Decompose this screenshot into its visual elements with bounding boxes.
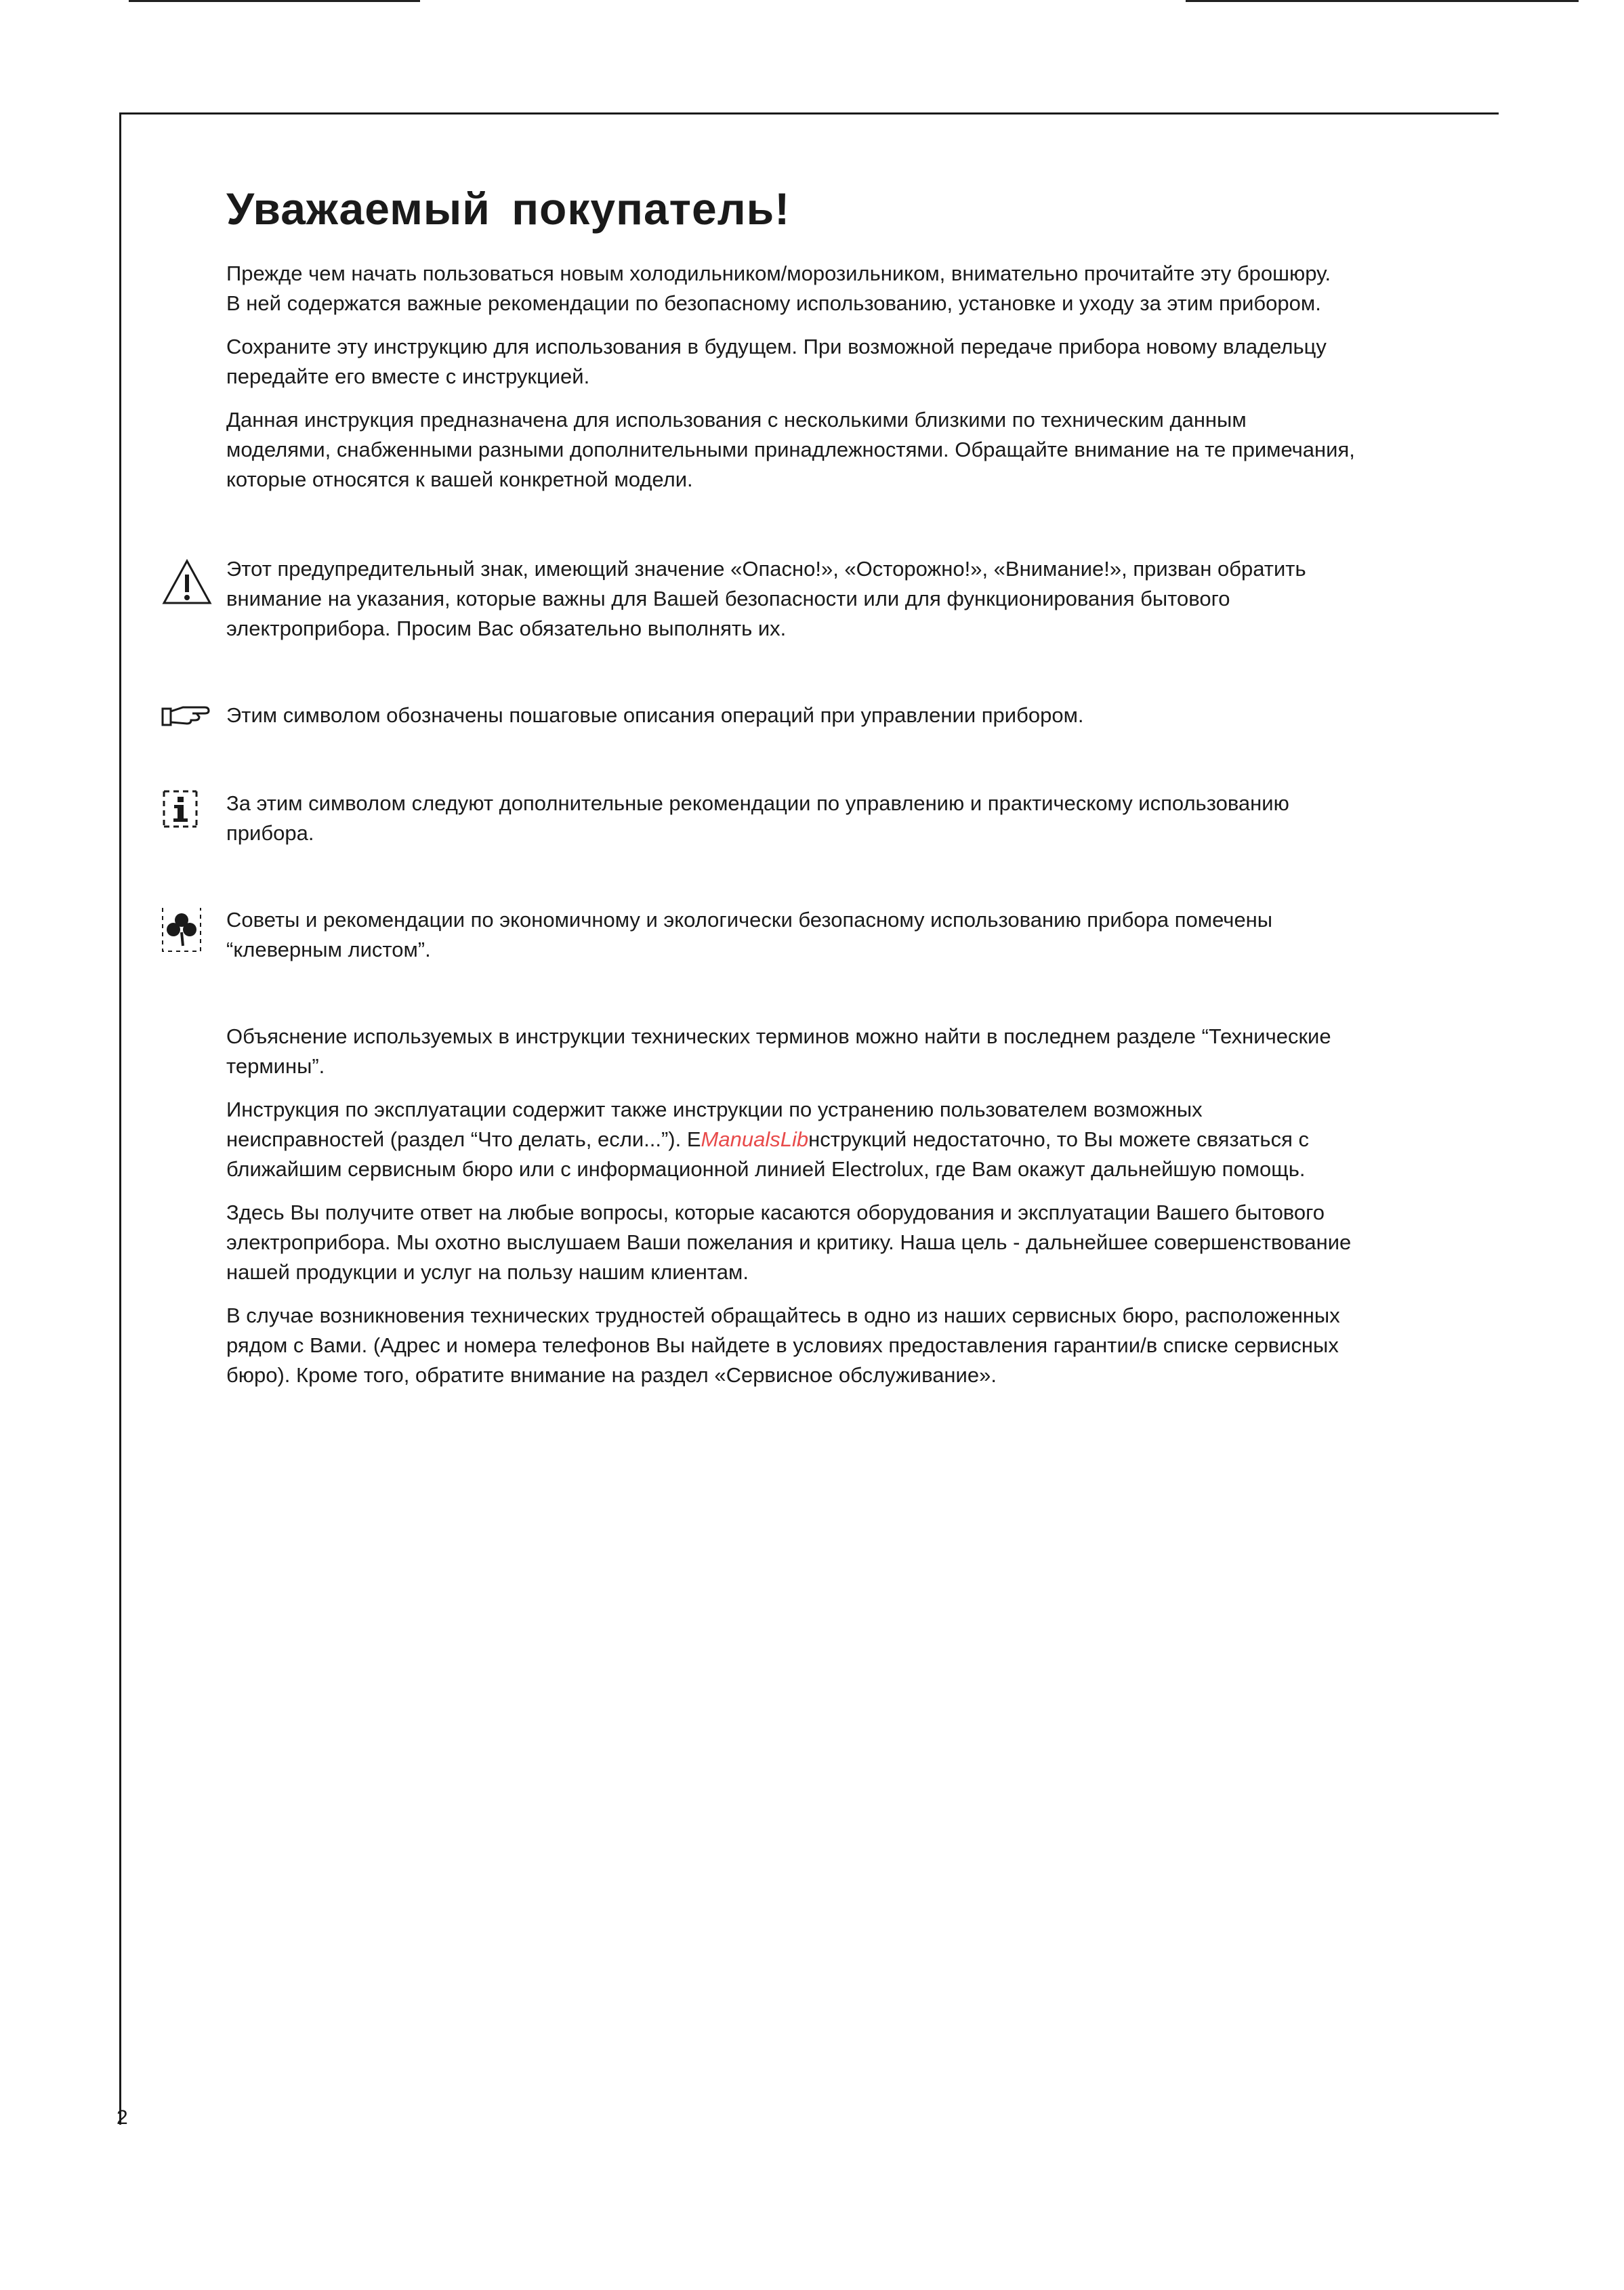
text-line: рядом с Вами. (Адрес и номера телефонов Вы найдете в условиях предоставления гарантии/в списке сервисных <box>226 1333 1339 1357</box>
text-line: бюро). Кроме того, обратите внимание на раздел «Сервисное обслуживание». <box>226 1363 997 1387</box>
intro-paragraph-3 <box>226 405 1500 495</box>
eco-description <box>226 905 1500 965</box>
outro-paragraph-4 <box>226 1301 1500 1390</box>
info-icon <box>160 787 214 831</box>
text-line-part: нструкций недостаточно, то Вы можете связаться с <box>808 1127 1309 1151</box>
watermark-text: ManualsLib <box>701 1127 809 1151</box>
text-line: Этот предупредительный знак, имеющий значение «Опасно!», «Осторожно!», «Внимание!», призван обратить <box>226 557 1306 581</box>
outro-paragraph-2 <box>226 1095 1500 1184</box>
steps-description <box>226 701 1500 730</box>
warning-triangle-icon <box>160 557 214 608</box>
text-line: В случае возникновения технических трудностей обращайтесь в одно из наших сервисных бюро, расположенных <box>226 1304 1340 1327</box>
clover-leaf-icon <box>160 905 214 954</box>
intro-paragraph-2 <box>226 332 1500 392</box>
text-line: термины”. <box>226 1054 325 1078</box>
text-line: Данная инструкция предназначена для использования с несколькими близкими по техническим данным <box>226 408 1247 432</box>
text-line: За этим символом следуют дополнительные рекомендации по управлению и практическому использованию <box>226 791 1289 815</box>
outro-paragraph-3 <box>226 1198 1500 1287</box>
text-line: Этим символом обозначены пошаговые описания операций при управлении прибором. <box>226 703 1084 727</box>
text-line: электроприбора. Мы охотно выслушаем Ваши пожелания и критику. Наша цель - дальнейшее совершенствование <box>226 1230 1352 1254</box>
text-line: которые относятся к вашей конкретной модели. <box>226 467 693 491</box>
scan-edge-line <box>1186 0 1579 2</box>
text-line: моделями, снабженными разными дополнительными принадлежностями. Обращайте внимание на те примечания, <box>226 438 1355 461</box>
text-line: Прежде чем начать пользоваться новым холодильником/морозильником, внимательно прочитайте эту брошюру. <box>226 262 1331 285</box>
info-description <box>226 789 1500 848</box>
text-line: “клеверным листом”. <box>226 938 431 961</box>
pointing-hand-icon <box>160 702 214 729</box>
text-line: Объяснение используемых в инструкции технических терминов можно найти в последнем разделе “Технические <box>226 1024 1331 1048</box>
page-frame-top <box>119 112 1499 114</box>
scan-edge-line <box>129 0 420 2</box>
text-line: Здесь Вы получите ответ на любые вопросы, которые касаются оборудования и эксплуатации Вашего бытового <box>226 1201 1325 1224</box>
text-line-part: неисправностей (раздел “Что делать, если...”). Е <box>226 1127 701 1151</box>
outro-paragraph-1 <box>226 1022 1500 1081</box>
text-line: электроприбора. Просим Вас обязательно выполнять их. <box>226 617 787 640</box>
page-number: 2 <box>117 2106 128 2129</box>
text-line: Инструкция по эксплуатации содержит также инструкции по устранению пользователем возможных <box>226 1098 1203 1121</box>
text-line: Сохраните эту инструкцию для использования в будущем. При возможной передаче прибора новому владельцу <box>226 335 1327 358</box>
text-line: В ней содержатся важные рекомендации по безопасному использованию, установке и уходу за этим прибором. <box>226 291 1321 315</box>
text-line: нашей продукции и услуг на пользу нашим клиентам. <box>226 1260 749 1284</box>
text-line: внимание на указания, которые важны для Вашей безопасности или для функционирования бытового <box>226 587 1230 610</box>
text-line: прибора. <box>226 821 314 845</box>
text-line: передайте его вместе с инструкцией. <box>226 365 590 388</box>
page-frame-left <box>119 112 121 2125</box>
intro-paragraph-1 <box>226 259 1500 318</box>
warning-description <box>226 554 1500 644</box>
text-line: ближайшим сервисным бюро или с информационной линией Electrolux, где Вам окажут дальнейшую помощь. <box>226 1157 1306 1181</box>
page-title: Уважаемый покупатель! <box>226 184 791 234</box>
text-line: Советы и рекомендации по экономичному и экологически безопасному использованию прибора помечены <box>226 908 1273 932</box>
